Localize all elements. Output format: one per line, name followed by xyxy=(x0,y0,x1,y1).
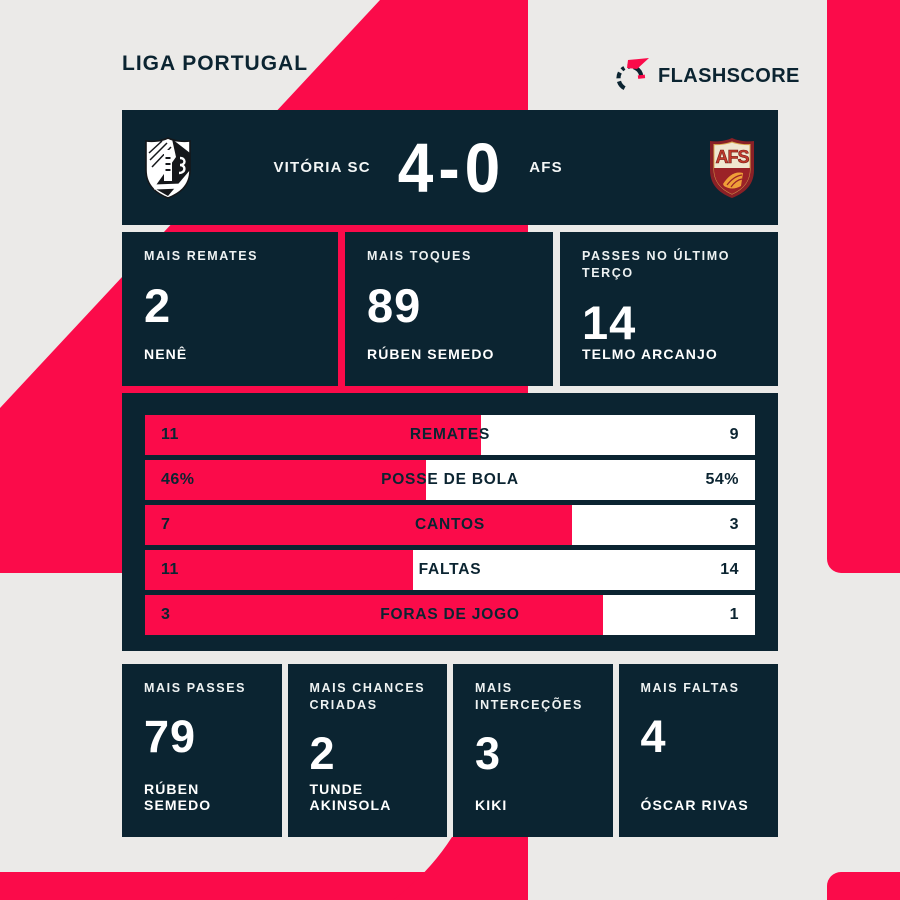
home-value: 11 xyxy=(161,426,179,443)
stat-value: 4 xyxy=(640,710,667,762)
top-stat-card-passes-ultimo-terco xyxy=(560,232,778,386)
away-value: 1 xyxy=(729,606,739,623)
home-value: 11 xyxy=(161,561,179,578)
stat-player: RÚBEN SEMEDO xyxy=(367,345,495,362)
stat-bar-cantos xyxy=(145,505,755,545)
brand-name: FLASHSCORE xyxy=(658,64,800,87)
away-value: 14 xyxy=(720,561,739,578)
stat-value: 2 xyxy=(309,727,336,779)
stat-player: TUNDE AKINSOLA xyxy=(309,781,392,813)
stat-label: MAIS INTERCEÇÕES xyxy=(475,681,583,712)
stat-value: 79 xyxy=(144,710,197,762)
stat-bar-remates xyxy=(145,415,755,455)
league-title: LIGA PORTUGAL xyxy=(122,52,309,75)
top-stats-row xyxy=(122,232,778,385)
home-value: 46% xyxy=(161,471,195,488)
stat-bar-posse-de-bola xyxy=(145,460,755,500)
top-stat-card-mais-toques xyxy=(345,232,553,386)
stat-label: MAIS REMATES xyxy=(144,249,259,263)
afs-crest-icon xyxy=(709,137,755,199)
home-team-name: VITÓRIA SC xyxy=(273,159,371,176)
stat-label: PASSES NO ÚLTIMO TERÇO xyxy=(582,249,731,280)
flashscore-clock-icon xyxy=(616,58,650,94)
top-stat-card-mais-remates xyxy=(122,232,338,386)
home-value: 7 xyxy=(161,516,171,533)
away-value: 54% xyxy=(705,471,739,488)
stat-player: ÓSCAR RIVAS xyxy=(640,797,749,813)
away-value: 3 xyxy=(729,516,739,533)
stat-value: 89 xyxy=(367,278,422,332)
stat-bar-label: CANTOS xyxy=(415,516,485,533)
brand-logo xyxy=(616,56,800,96)
stat-value: 14 xyxy=(582,295,637,349)
stat-bar-label: POSSE DE BOLA xyxy=(381,471,519,488)
bottom-right-corner-shape xyxy=(827,872,900,900)
stat-bar-label: FORAS DE JOGO xyxy=(380,606,520,623)
stat-bar-foras-de-jogo xyxy=(145,595,755,635)
vitoria-sc-crest-icon xyxy=(145,137,191,199)
stat-player: KIKI xyxy=(475,797,508,813)
stat-label: MAIS FALTAS xyxy=(640,681,740,695)
bottom-spur-shape xyxy=(393,837,528,900)
match-score: 4-0 xyxy=(397,128,506,207)
scoreboard xyxy=(122,110,778,225)
stat-player: TELMO ARCANJO xyxy=(582,345,718,362)
stat-player: NENÊ xyxy=(144,345,188,362)
stat-label: MAIS PASSES xyxy=(144,681,247,695)
stat-value: 3 xyxy=(475,727,502,779)
stat-player: RÚBEN SEMEDO xyxy=(144,781,212,813)
bottom-stat-card-mais-intercecoes xyxy=(453,664,613,837)
right-column-shape xyxy=(827,0,900,573)
away-value: 9 xyxy=(729,426,739,443)
home-value: 3 xyxy=(161,606,171,623)
stat-label: MAIS CHANCES CRIADAS xyxy=(309,681,426,712)
stat-bar-faltas xyxy=(145,550,755,590)
away-team-name: AFS xyxy=(529,159,563,176)
afs-badge-letters: AFS xyxy=(715,146,749,167)
match-stats-card xyxy=(122,393,778,651)
stat-bar-label: REMATES xyxy=(409,426,491,443)
bottom-stat-card-mais-passes xyxy=(122,664,282,837)
bottom-stats-row xyxy=(122,664,778,837)
stat-label: MAIS TOQUES xyxy=(367,249,472,263)
bottom-stat-card-mais-faltas xyxy=(619,664,779,837)
bottom-stat-card-mais-chances xyxy=(288,664,448,837)
stat-bar-label: FALTAS xyxy=(418,561,482,578)
stat-value: 2 xyxy=(144,278,172,332)
